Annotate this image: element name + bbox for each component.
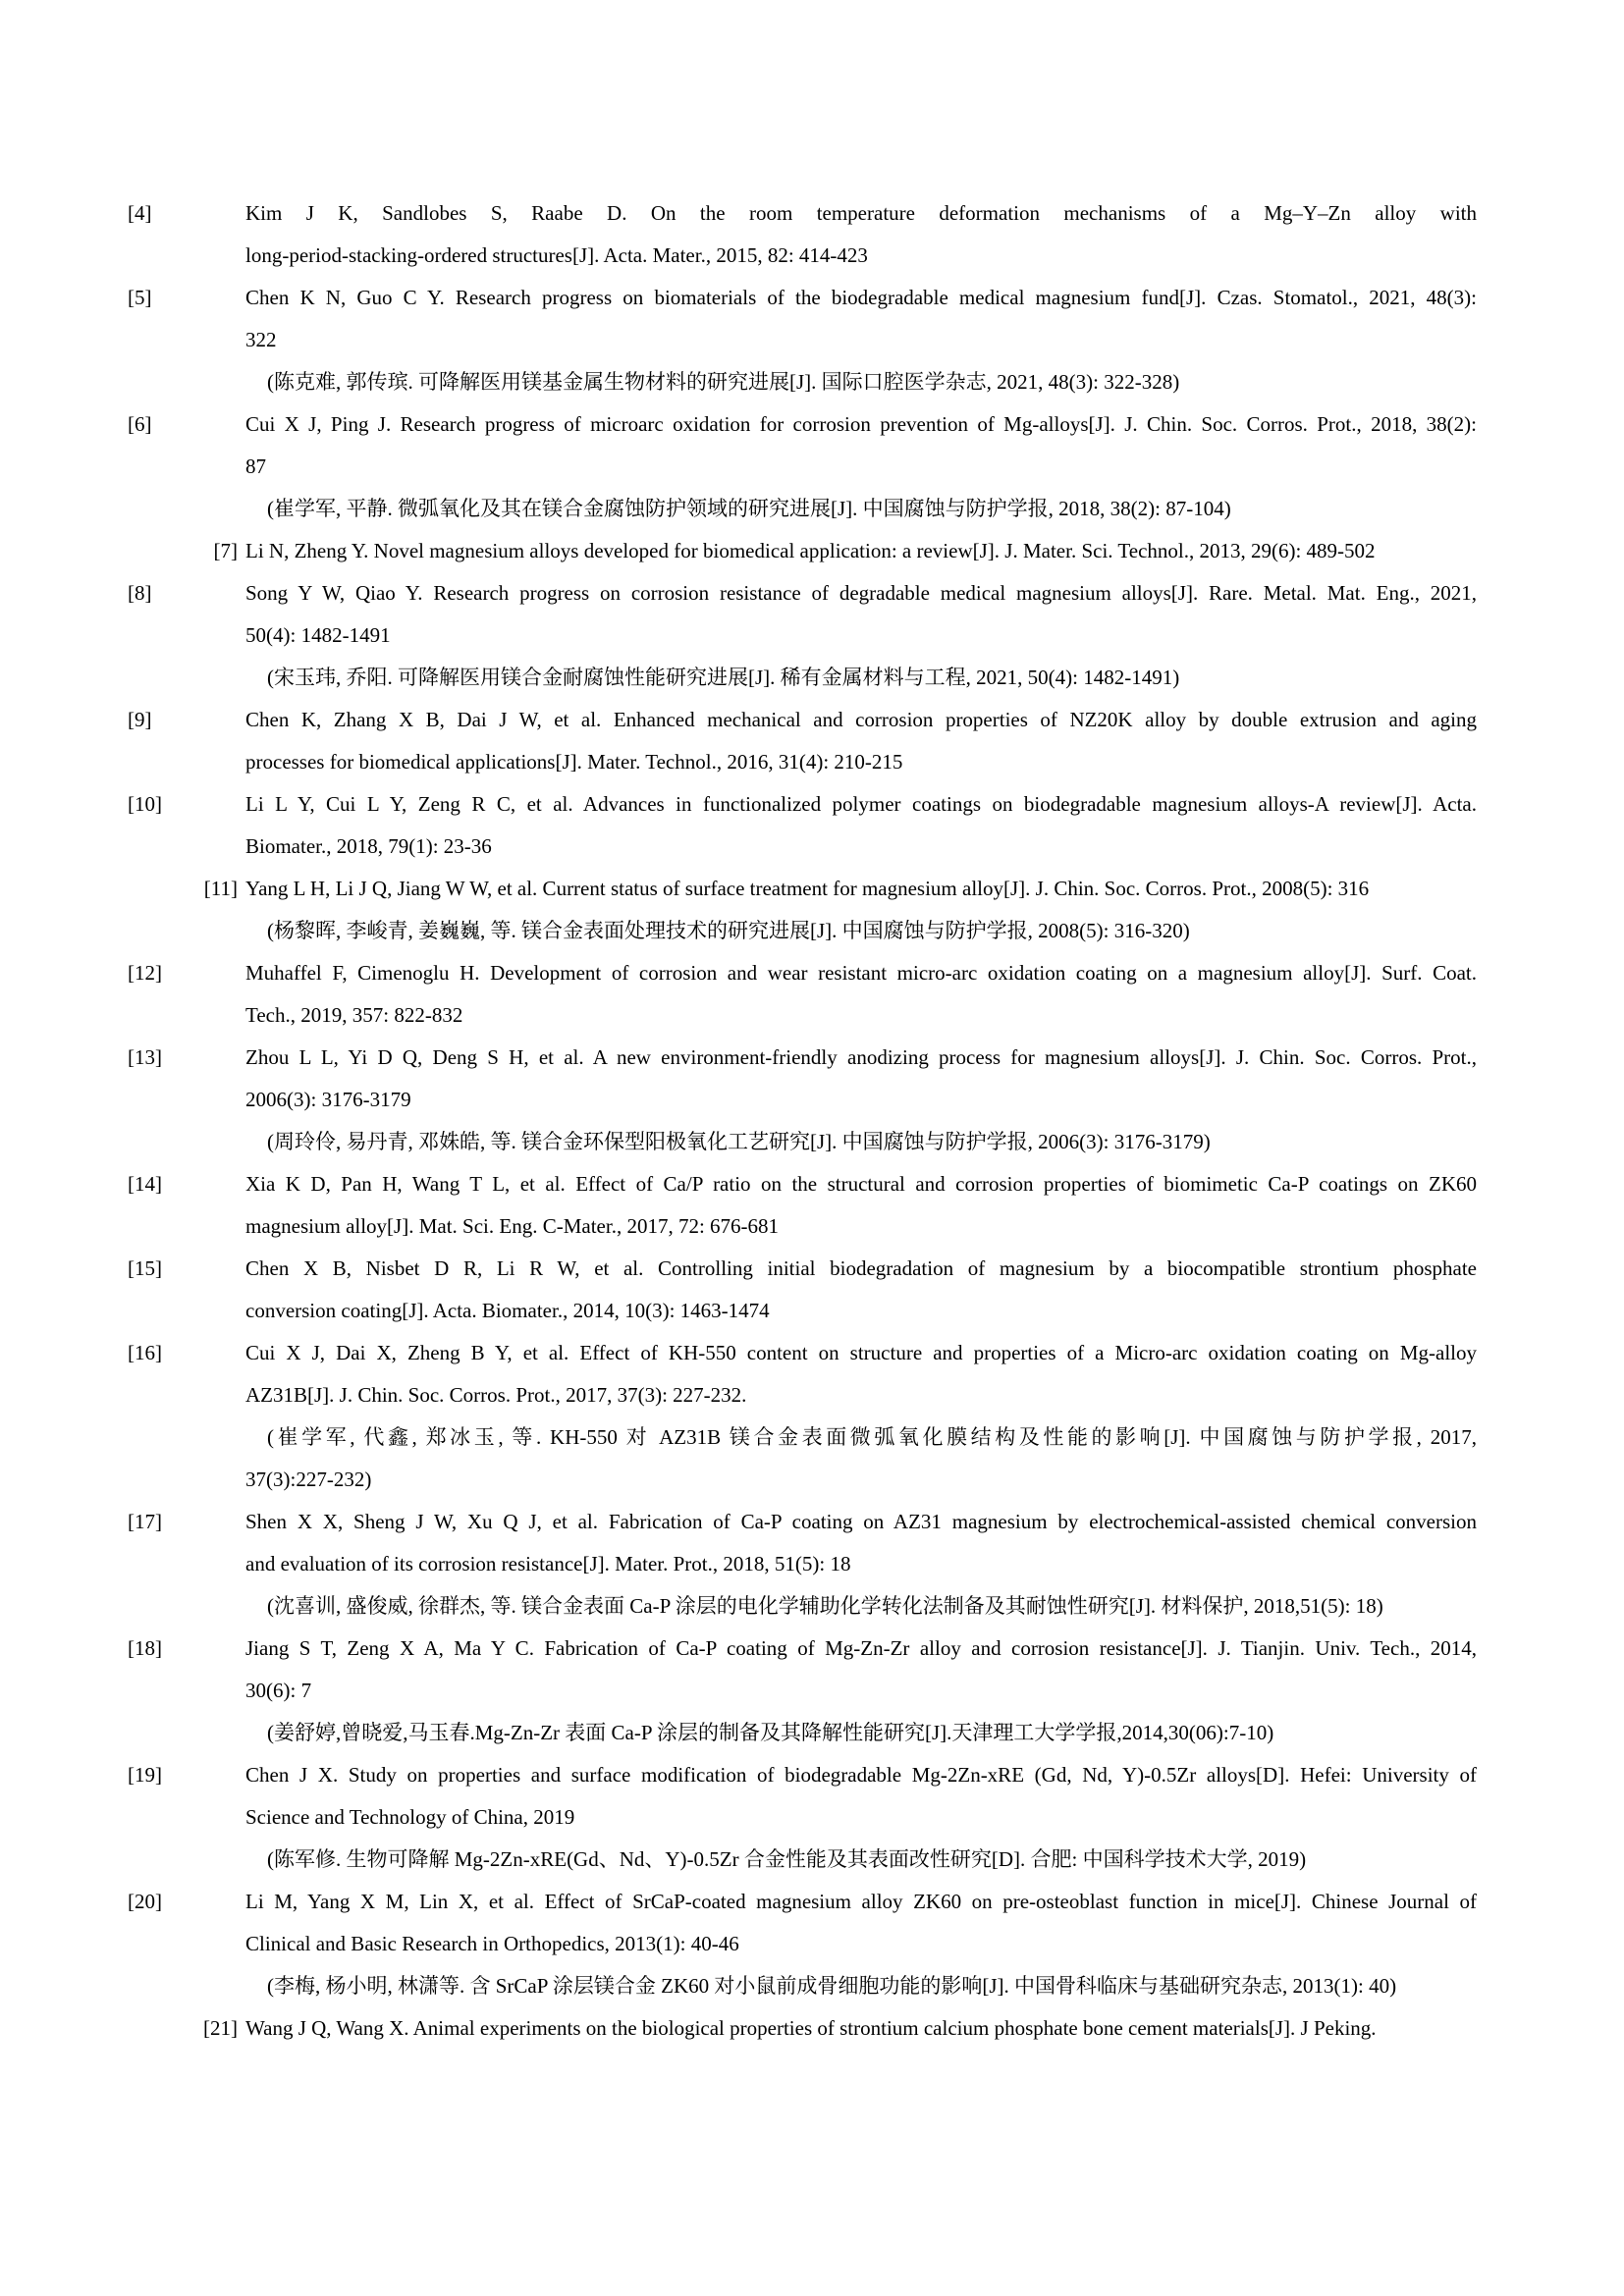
reference-text: (杨黎晖, 李峻青, 姜巍巍, 等. 镁合金表面处理技术的研究进展[J]. 中国腐蚀与防护学报, 2008(5): 316-320) (267, 919, 1190, 942)
reference-item (128, 699, 1477, 783)
reference-line (128, 1416, 1477, 1459)
reference-item (128, 952, 1477, 1037)
reference-text: (姜舒婷,曾晓爱,马玉春.Mg-Zn-Zr 表面 Ca-P 涂层的制备及其降解性能研究[J].天津理工大学学报,2014,30(06):7-10) (267, 1721, 1274, 1744)
reference-item (128, 1163, 1477, 1248)
reference-text: 50(4): 1482-1491 (245, 623, 391, 647)
reference-line (128, 1670, 1477, 1712)
reference-text: (宋玉玮, 乔阳. 可降解医用镁合金耐腐蚀性能研究进展[J]. 稀有金属材料与工程, 2021, 50(4): 1482-1491) (267, 666, 1180, 689)
reference-line (128, 1290, 1477, 1332)
reference-text: Wang J Q, Wang X. Animal experiments on the biological properties of strontium calcium phosphate bone cement materials[J]. J Peking. (245, 2016, 1377, 2040)
reference-line (128, 1923, 1477, 1965)
reference-line (128, 1881, 1477, 1923)
reference-text: (沈喜训, 盛俊威, 徐群杰, 等. 镁合金表面 Ca-P 涂层的电化学辅助化学转化法制备及其耐蚀性研究[J]. 材料保护, 2018,51(5): 18) (267, 1594, 1383, 1618)
reference-text: (周玲伶, 易丹青, 邓姝皓, 等. 镁合金环保型阳极氧化工艺研究[J]. 中国腐蚀与防护学报, 2006(3): 3176-3179) (267, 1130, 1211, 1153)
reference-line (128, 1712, 1477, 1754)
reference-text: (陈军修. 生物可降解 Mg-2Zn-xRE(Gd、Nd、Y)-0.5Zr 合金性能及其表面改性研究[D]. 合肥: 中国科学技术大学, 2019) (267, 1847, 1307, 1871)
reference-item (128, 1628, 1477, 1754)
reference-line (128, 277, 1477, 319)
reference-line (128, 1205, 1477, 1248)
reference-number: [13] (128, 1045, 162, 1069)
reference-number: [14] (128, 1172, 162, 1196)
reference-line (128, 783, 1477, 826)
reference-number: [16] (128, 1341, 162, 1364)
reference-line (128, 910, 1477, 952)
reference-text: Xia K D, Pan H, Wang T L, et al. Effect of Ca/P ratio on the structural and corrosion properties of biomimetic Ca-P coatings on ZK60 (245, 1172, 1477, 1196)
reference-text: long-period-stacking-ordered structures[J]. Acta. Mater., 2015, 82: 414-423 (245, 243, 868, 267)
reference-line (128, 1543, 1477, 1585)
reference-number: [7] (213, 539, 238, 562)
reference-text: Clinical and Basic Research in Orthopedics, 2013(1): 40-46 (245, 1932, 739, 1955)
reference-text: conversion coating[J]. Acta. Biomater., 2014, 10(3): 1463-1474 (245, 1299, 770, 1322)
reference-line (128, 1121, 1477, 1163)
reference-text: Chen K N, Guo C Y. Research progress on biomaterials of the biodegradable medical magnesium fund[J]. Czas. Stomatol., 2021, 48(3): (245, 286, 1477, 309)
reference-text: Jiang S T, Zeng X A, Ma Y C. Fabrication of Ca-P coating of Mg-Zn-Zr alloy and corrosion resistance[J]. J. Tianjin. Univ. Tech., 2014, (245, 1636, 1477, 1660)
reference-item (128, 1037, 1477, 1163)
reference-line (128, 235, 1477, 277)
reference-item (128, 2007, 1477, 2050)
reference-number: [17] (128, 1510, 162, 1533)
reference-text: Li N, Zheng Y. Novel magnesium alloys developed for biomedical application: a review[J]. J. Mater. Sci. Technol., 2013, 29(6): 489-502 (245, 539, 1376, 562)
reference-text: Tech., 2019, 357: 822-832 (245, 1003, 463, 1027)
reference-text: 2006(3): 3176-3179 (245, 1088, 411, 1111)
reference-number: [5] (128, 286, 152, 309)
reference-line (128, 1248, 1477, 1290)
reference-item (128, 192, 1477, 277)
reference-line (128, 446, 1477, 488)
reference-text: (陈克难, 郭传瑸. 可降解医用镁基金属生物材料的研究进展[J]. 国际口腔医学杂志, 2021, 48(3): 322-328) (267, 370, 1180, 394)
reference-line (128, 319, 1477, 361)
reference-text: Li L Y, Cui L Y, Zeng R C, et al. Advances in functionalized polymer coatings on biodegradable magnesium alloys-A review[J]. Acta. (245, 792, 1477, 816)
reference-line (128, 572, 1477, 614)
reference-text: 37(3):227-232) (245, 1468, 372, 1491)
reference-text: Shen X X, Sheng J W, Xu Q J, et al. Fabrication of Ca-P coating on AZ31 magnesium by electrochemical-assisted chemical conversion (245, 1510, 1477, 1533)
reference-line (128, 2007, 1477, 2050)
reference-line (128, 488, 1477, 530)
reference-line (128, 1332, 1477, 1374)
reference-line (128, 1965, 1477, 2007)
reference-text: Song Y W, Qiao Y. Research progress on corrosion resistance of degradable medical magnesium alloys[J]. Rare. Metal. Mat. Eng., 2021, (245, 581, 1477, 605)
reference-text: (崔学军, 平静. 微弧氧化及其在镁合金腐蚀防护领域的研究进展[J]. 中国腐蚀与防护学报, 2018, 38(2): 87-104) (267, 497, 1231, 520)
reference-number: [18] (128, 1636, 162, 1660)
reference-text: Science and Technology of China, 2019 (245, 1805, 575, 1829)
reference-number: [15] (128, 1256, 162, 1280)
reference-text: Zhou L L, Yi D Q, Deng S H, et al. A new environment-friendly anodizing process for magnesium alloys[J]. J. Chin. Soc. Corros. Prot., (245, 1045, 1477, 1069)
reference-line (128, 699, 1477, 741)
reference-text: processes for biomedical applications[J]. Mater. Technol., 2016, 31(4): 210-215 (245, 750, 903, 774)
reference-line (128, 994, 1477, 1037)
reference-item (128, 1754, 1477, 1881)
reference-text: Cui X J, Dai X, Zheng B Y, et al. Effect of KH-550 content on structure and properties of a Micro-arc oxidation coating on Mg-alloy (245, 1341, 1477, 1364)
reference-line (128, 1501, 1477, 1543)
reference-text: magnesium alloy[J]. Mat. Sci. Eng. C-Mater., 2017, 72: 676-681 (245, 1214, 780, 1238)
reference-text: 30(6): 7 (245, 1679, 312, 1702)
reference-item (128, 1332, 1477, 1501)
reference-line (128, 1628, 1477, 1670)
reference-line (128, 403, 1477, 446)
reference-line (128, 868, 1477, 910)
reference-line (128, 1585, 1477, 1628)
reference-text: Chen J X. Study on properties and surface modification of biodegradable Mg-2Zn-xRE (Gd, Nd, Y)-0.5Zr alloys[D]. Hefei: University of (245, 1763, 1477, 1787)
reference-line (128, 1163, 1477, 1205)
reference-line (128, 657, 1477, 699)
reference-number: [4] (128, 201, 152, 225)
reference-item (128, 783, 1477, 868)
reference-item (128, 403, 1477, 530)
reference-number: [8] (128, 581, 152, 605)
reference-text: 87 (245, 454, 266, 478)
reference-line (128, 1374, 1477, 1416)
reference-line (128, 1796, 1477, 1839)
reference-line (128, 1079, 1477, 1121)
reference-text: Li M, Yang X M, Lin X, et al. Effect of SrCaP-coated magnesium alloy ZK60 on pre-osteoblast function in mice[J]. Chinese Journal of (245, 1890, 1477, 1913)
reference-text: Kim J K, Sandlobes S, Raabe D. On the room temperature deformation mechanisms of a Mg–Y–Zn alloy with (245, 201, 1477, 225)
reference-text: (李梅, 杨小明, 林潇等. 含 SrCaP 涂层镁合金 ZK60 对小鼠前成骨细胞功能的影响[J]. 中国骨科临床与基础研究杂志, 2013(1): 40) (267, 1974, 1397, 1998)
reference-number: [20] (128, 1890, 162, 1913)
reference-item (128, 277, 1477, 403)
reference-item (128, 1881, 1477, 2007)
reference-line (128, 1459, 1477, 1501)
reference-line (128, 741, 1477, 783)
reference-number: [19] (128, 1763, 162, 1787)
reference-line (128, 1839, 1477, 1881)
reference-item (128, 1248, 1477, 1332)
reference-text: Chen X B, Nisbet D R, Li R W, et al. Controlling initial biodegradation of magnesium by a biocompatible strontium phosphate (245, 1256, 1477, 1280)
reference-line (128, 192, 1477, 235)
reference-text: Muhaffel F, Cimenoglu H. Development of corrosion and wear resistant micro-arc oxidation coating on a magnesium alloy[J]. Surf. Coat. (245, 961, 1477, 985)
reference-item (128, 572, 1477, 699)
reference-item (128, 1501, 1477, 1628)
reference-text: (崔学军, 代鑫, 郑冰玉, 等. KH-550 对 AZ31B 镁合金表面微弧氧化膜结构及性能的影响[J]. 中国腐蚀与防护学报, 2017, (267, 1425, 1477, 1449)
reference-number: [9] (128, 708, 152, 731)
reference-line (128, 614, 1477, 657)
reference-line (128, 952, 1477, 994)
reference-number: [6] (128, 412, 152, 436)
reference-text: 322 (245, 328, 277, 351)
reference-line (128, 1754, 1477, 1796)
reference-text: Cui X J, Ping J. Research progress of microarc oxidation for corrosion prevention of Mg-alloys[J]. J. Chin. Soc. Corros. Prot., 2018, 38(2): (245, 412, 1477, 436)
reference-number: [21] (203, 2016, 238, 2040)
reference-item (128, 868, 1477, 952)
reference-text: Chen K, Zhang X B, Dai J W, et al. Enhanced mechanical and corrosion properties of NZ20K alloy by double extrusion and aging (245, 708, 1477, 731)
reference-text: and evaluation of its corrosion resistance[J]. Mater. Prot., 2018, 51(5): 18 (245, 1552, 851, 1575)
reference-line (128, 1037, 1477, 1079)
reference-number: [12] (128, 961, 162, 985)
reference-text: AZ31B[J]. J. Chin. Soc. Corros. Prot., 2017, 37(3): 227-232. (245, 1383, 747, 1407)
references-list (128, 192, 1477, 2050)
reference-text: Biomater., 2018, 79(1): 23-36 (245, 834, 492, 858)
reference-line (128, 530, 1477, 572)
reference-text: Yang L H, Li J Q, Jiang W W, et al. Current status of surface treatment for magnesium alloy[J]. J. Chin. Soc. Corros. Prot., 2008(5): 316 (245, 877, 1370, 900)
reference-line (128, 361, 1477, 403)
reference-item (128, 530, 1477, 572)
reference-line (128, 826, 1477, 868)
reference-number: [11] (203, 877, 238, 900)
reference-number: [10] (128, 792, 162, 816)
